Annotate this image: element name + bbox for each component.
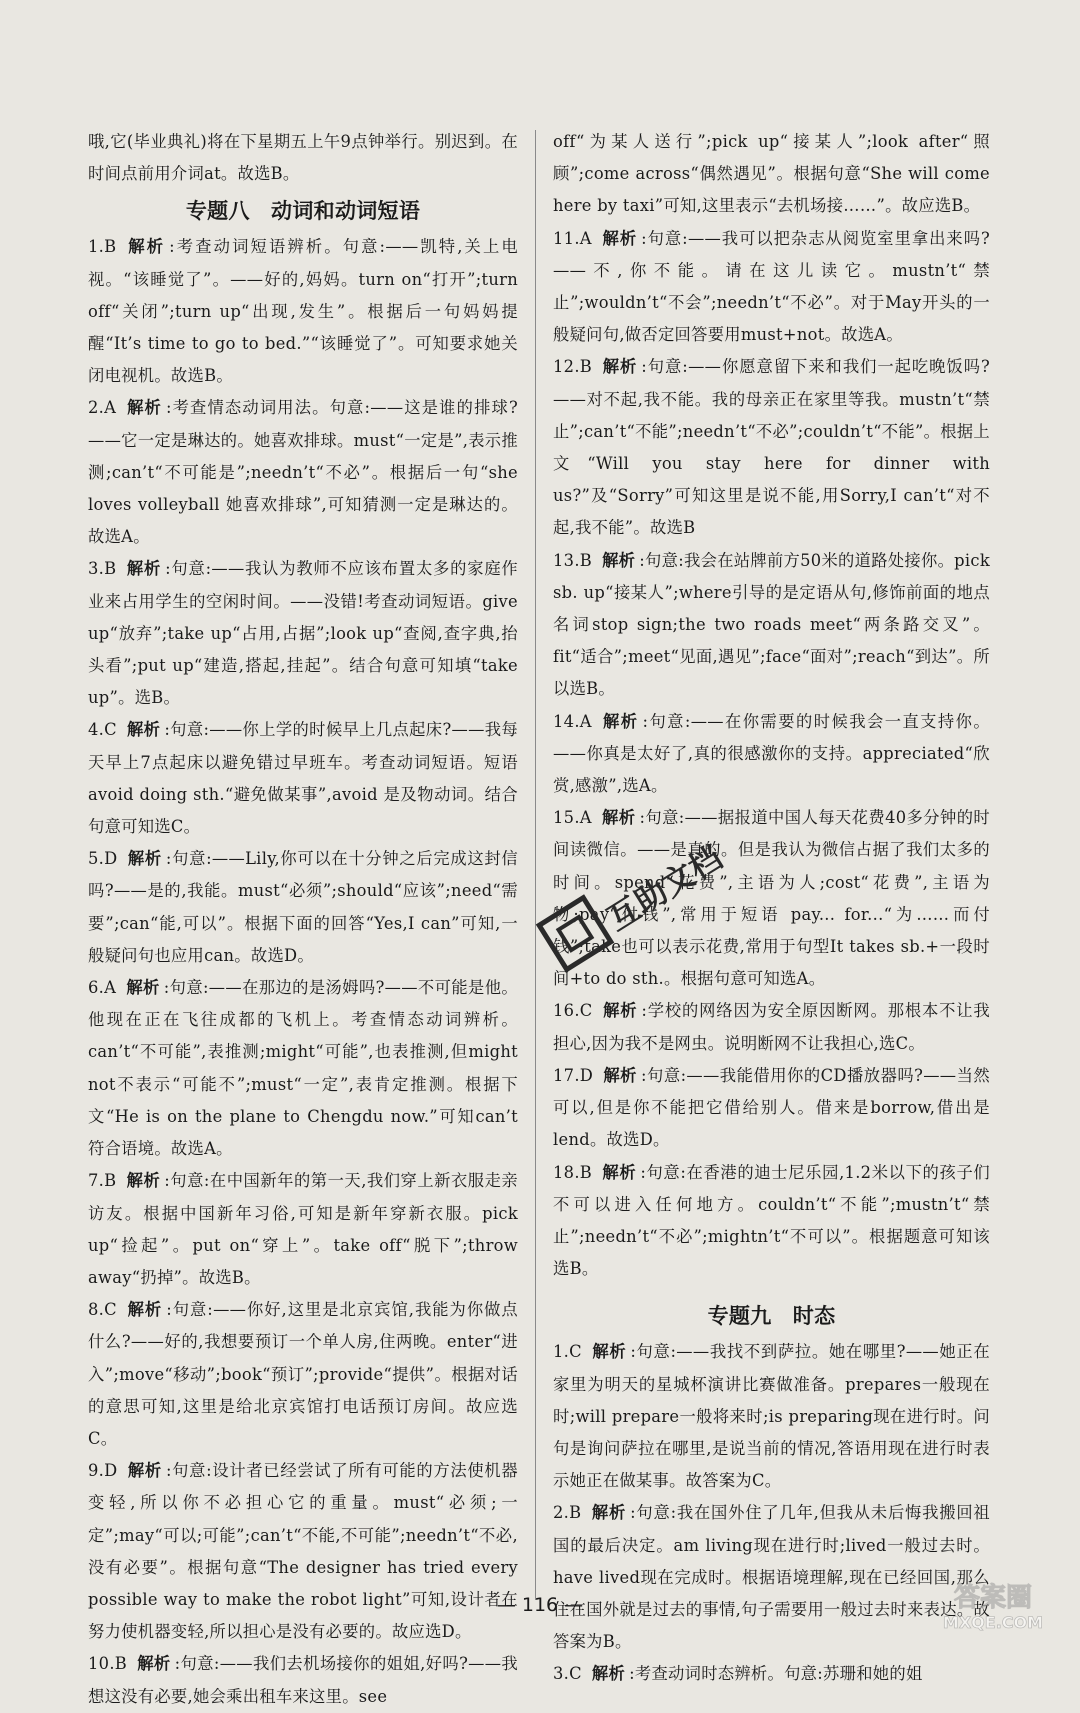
answer-item	[88, 972, 518, 1165]
answer-number: 6.A	[88, 978, 117, 998]
analysis-label: 解析	[126, 1171, 161, 1191]
answer-explanation: :句意:我在国外住了几年,但我从未后悔我搬回祖国的最后决定。am living现在进行时;lived一般过去时。have lived现在完成时。根据语境理解,现在已经回国,那么住在国外就是过去的事情,句子需要用一般过去时来表达。故答案为B。	[553, 1503, 990, 1652]
answer-explanation: :学校的网络因为安全原因断网。那根本不让我担心,因为我不是网虫。说明断网不让我担心,选C。	[553, 1001, 990, 1053]
answer-explanation: :句意:我会在站牌前方50米的道路处接你。pick sb. up“接某人”;where引导的是定语从句,修饰前面的地点名词stop sign;the two roads meet“两条路交叉”。fit“适合”;meet“见面,遇见”;face“面对”;reach“到达”。所以选B。	[553, 550, 990, 699]
answer-item	[553, 223, 990, 352]
answer-explanation: :句意:——据报道中国人每天花费40多分钟的时间读微信。——是真的。但是我认为微信占据了我们太多的时间。spend“花费”,主语为人;cost“花费”,主语为物;pay“付钱”,常用于短语 pay... for...“为……而付钱”;take也可以表示花费,常用于句型It takes sb.+一段时间+to do sth.。根据句意可知选A。	[553, 808, 990, 989]
answer-explanation: :考查动词时态辨析。句意:苏珊和她的姐	[629, 1664, 923, 1684]
answer-item	[553, 1658, 990, 1690]
answer-number: 5.D	[88, 849, 118, 869]
answer-item	[553, 1060, 990, 1157]
answer-explanation: :句意:在中国新年的第一天,我们穿上新衣服走亲访友。根据中国新年习俗,可知是新年穿新衣服。pick up“捡起”。put on“穿上”。take off“脱下”;throw away“扔掉”。故选B。	[88, 1171, 518, 1287]
answer-number: 15.A	[553, 808, 592, 828]
answer-item	[553, 351, 990, 544]
left-intro: 哦,它(毕业典礼)将在下星期五上午9点钟举行。别迟到。在时间点前用介词at。故选B。	[88, 132, 518, 184]
answer-number: 2.A	[88, 398, 117, 418]
analysis-label: 解析	[126, 398, 162, 418]
answer-number: 17.D	[553, 1065, 594, 1085]
analysis-label: 解析	[127, 849, 162, 869]
left-column	[88, 126, 518, 1713]
right-intro: off“为某人送行”;pick up“接某人”;look after“照顾”;come across“偶然遇见”。根据句意“She will come here by taxi”可知,这里表示“去机场接……”。故应选B。	[553, 132, 990, 216]
answer-item	[88, 843, 518, 972]
answer-number: 16.C	[553, 1001, 593, 1021]
analysis-label: 解析	[601, 808, 636, 828]
answer-explanation: :句意:——在你需要的时候我会一直支持你。——你真是太好了,真的很感激你的支持。appreciated“欣赏,感激”,选A。	[553, 711, 990, 796]
answer-number: 2.B	[553, 1503, 582, 1523]
answer-item	[88, 553, 518, 714]
answer-explanation: :句意:——你好,这里是北京宾馆,我能为你做点什么?——好的,我想要预订一个单人房,住两晚。enter“进入”;move“移动”;book“预订”;provide“提供”。根据对话的意思可知,这里是给北京宾馆打电话预订房间。故应选C。	[88, 1300, 518, 1448]
svg-text:互助文档: 互助文档	[600, 838, 729, 939]
answer-number: 3.B	[88, 559, 117, 579]
answer-number: 11.A	[553, 228, 592, 248]
analysis-label: 解析	[602, 1001, 638, 1021]
answer-item	[88, 392, 518, 553]
answer-item	[88, 1648, 518, 1712]
answer-explanation: :考查动词短语辨析。句意:——凯特,关上电视。“该睡觉了”。——好的,妈妈。turn on“打开”;turn off“关闭”;turn up“出现,发生”。根据后一句妈妈提醒“It’s time to go to bed.”“该睡觉了”。可知要求她关闭电视机。故选B。	[88, 237, 518, 386]
analysis-label: 解析	[601, 228, 638, 248]
svg-text:答案圈: 答案圈	[953, 1583, 1033, 1613]
answer-item	[553, 1157, 990, 1286]
right-answer-list	[553, 223, 990, 1286]
answer-item	[88, 714, 518, 843]
analysis-label: 解析	[603, 1065, 637, 1085]
analysis-label: 解析	[126, 720, 161, 740]
answer-explanation: :句意:设计者已经尝试了所有可能的方法使机器变轻,所以你不必担心它的重量。must“必须;一定”;may“可以;可能”;can’t“不能,不可能”;needn’t“不必,没有必要”。根据句意“The designer has tried every possible way to make the robot light”可知,设计者在努力使机器变轻,所以担心是没有必要的。故应选D。	[88, 1461, 518, 1642]
answer-explanation: :句意:在香港的迪士尼乐园,1.2米以下的孩子们不可以进入任何地方。couldn’t“不能”;mustn’t“禁止”;needn’t“不必”;mightn’t“不可以”。根据题意可知该选B。	[553, 1162, 990, 1279]
answer-number: 1.B	[88, 237, 117, 257]
section-9-answer-list	[553, 1336, 990, 1690]
page-number: — 116 —	[496, 1594, 584, 1616]
svg-text:MXQE.COM: MXQE.COM	[942, 1613, 1044, 1632]
answer-explanation: :句意:——Lily,你可以在十分钟之后完成这封信吗?——是的,我能。must“必须”;should“应该”;need“需要”;can“能,可以”。根据下面的回答“Yes,I can”可知,一般疑问句也应用can。故选D。	[88, 849, 518, 965]
analysis-label: 解析	[126, 1300, 163, 1320]
answer-item	[553, 995, 990, 1059]
analysis-label: 解析	[127, 1461, 162, 1481]
answer-item	[88, 231, 518, 392]
answer-explanation: :句意:——我们去机场接你的姐姐,好吗?——我想这没有必要,她会乘出租车来这里。see	[88, 1654, 518, 1706]
analysis-label: 解析	[126, 559, 162, 579]
answer-explanation: :考查情态动词用法。句意:——这是谁的排球?——它一定是琳达的。她喜欢排球。must“一定是”,表示推测;can’t“不可能是”;needn’t“不必”。根据后一句“she loves volleyball 她喜欢排球”,可知猜测一定是琳达的。故选A。	[88, 398, 518, 547]
section-8-heading: 专题八 动词和动词短语	[185, 199, 421, 224]
answer-explanation: :句意:——我可以把杂志从阅览室里拿出来吗?——不,你不能。请在这儿读它。mustn’t“禁止”;wouldn’t“不会”;needn’t“不必”。对于May开头的一般疑问句,做否定回答要用must+not。故选A。	[553, 228, 990, 345]
analysis-label: 解析	[137, 1654, 171, 1674]
answer-number: 13.B	[553, 550, 593, 570]
answer-explanation: :句意:——你上学的时候早上几点起床?——我每天早上7点起床以避免错过早班车。考查动词短语。短语 avoid doing sth.“避免做某事”,avoid 是及物动词。结合句意可知选C。	[88, 720, 518, 837]
answer-item	[553, 706, 990, 803]
analysis-label: 解析	[591, 1342, 627, 1362]
section-9-heading: 专题九 时态	[707, 1304, 836, 1329]
analysis-label: 解析	[602, 1162, 637, 1182]
answer-explanation: :句意:——你愿意留下来和我们一起吃晚饭吗?——对不起,我不能。我的母亲正在家里等我。mustn’t“禁止”;can’t“不能”;needn’t“不必”;couldn’t“不能”。根据上文“Will you stay here for dinner with us?”及“Sorry”可知这里是说不能,用Sorry,I can’t“对不起,我不能”。故选B	[553, 357, 990, 538]
answer-item	[553, 1336, 990, 1497]
analysis-label: 解析	[126, 978, 160, 998]
analysis-label: 解析	[601, 711, 639, 731]
answer-number: 7.B	[88, 1171, 117, 1191]
answer-number: 10.B	[88, 1654, 128, 1674]
answer-item	[88, 1455, 518, 1648]
answer-number: 12.B	[553, 357, 593, 377]
analysis-label: 解析	[591, 1664, 626, 1684]
answer-item	[88, 1165, 518, 1294]
answer-number: 9.D	[88, 1461, 118, 1481]
answer-number: 8.C	[88, 1300, 117, 1320]
answer-explanation: :句意:——我能借用你的CD播放器吗?——当然可以,但是你不能把它借给别人。借来是borrow,借出是lend。故选D。	[553, 1065, 990, 1150]
column-divider	[535, 130, 536, 1600]
answer-number: 1.C	[553, 1342, 582, 1362]
answer-explanation: :句意:——在那边的是汤姆吗?——不可能是他。他现在正在飞往成都的飞机上。考查情态动词辨析。can’t“不可能”,表推测;might“可能”,也表推测,但might not不表示“可能不”;must“一定”,表肯定推测。根据下文“He is on the plane to Chengdu now.”可知can’t符合语境。故选A。	[88, 978, 518, 1159]
analysis-label: 解析	[126, 237, 166, 257]
answer-number: 3.C	[553, 1664, 582, 1684]
analysis-label: 解析	[602, 550, 636, 570]
analysis-label: 解析	[602, 357, 638, 377]
answer-explanation: :句意:——我找不到萨拉。她在哪里?——她正在家里为明天的星城杯演讲比赛做准备。prepares一般现在时;will prepare一般将来时;is preparing现在进行时。问句是询问萨拉在哪里,是说当前的情况,答语用现在进行时表示她正在做某事。故答案为C。	[553, 1342, 990, 1491]
watermark-logo-icon	[918, 1576, 1068, 1636]
analysis-label: 解析	[591, 1503, 627, 1523]
answer-number: 4.C	[88, 720, 117, 740]
answer-number: 14.A	[553, 711, 592, 731]
answer-explanation: :句意:——我认为教师不应该布置太多的家庭作业来占用学生的空闲时间。——没错!考查动词短语。give up“放弃”;take up“占用,占据”;look up“查阅,查字典,抬头看”;put up“建造,搭起,挂起”。结合句意可知填“take up”。选B。	[88, 559, 518, 708]
answer-item	[553, 545, 990, 706]
answer-number: 18.B	[553, 1162, 593, 1182]
left-answer-list	[88, 231, 518, 1712]
answer-item	[88, 1294, 518, 1455]
